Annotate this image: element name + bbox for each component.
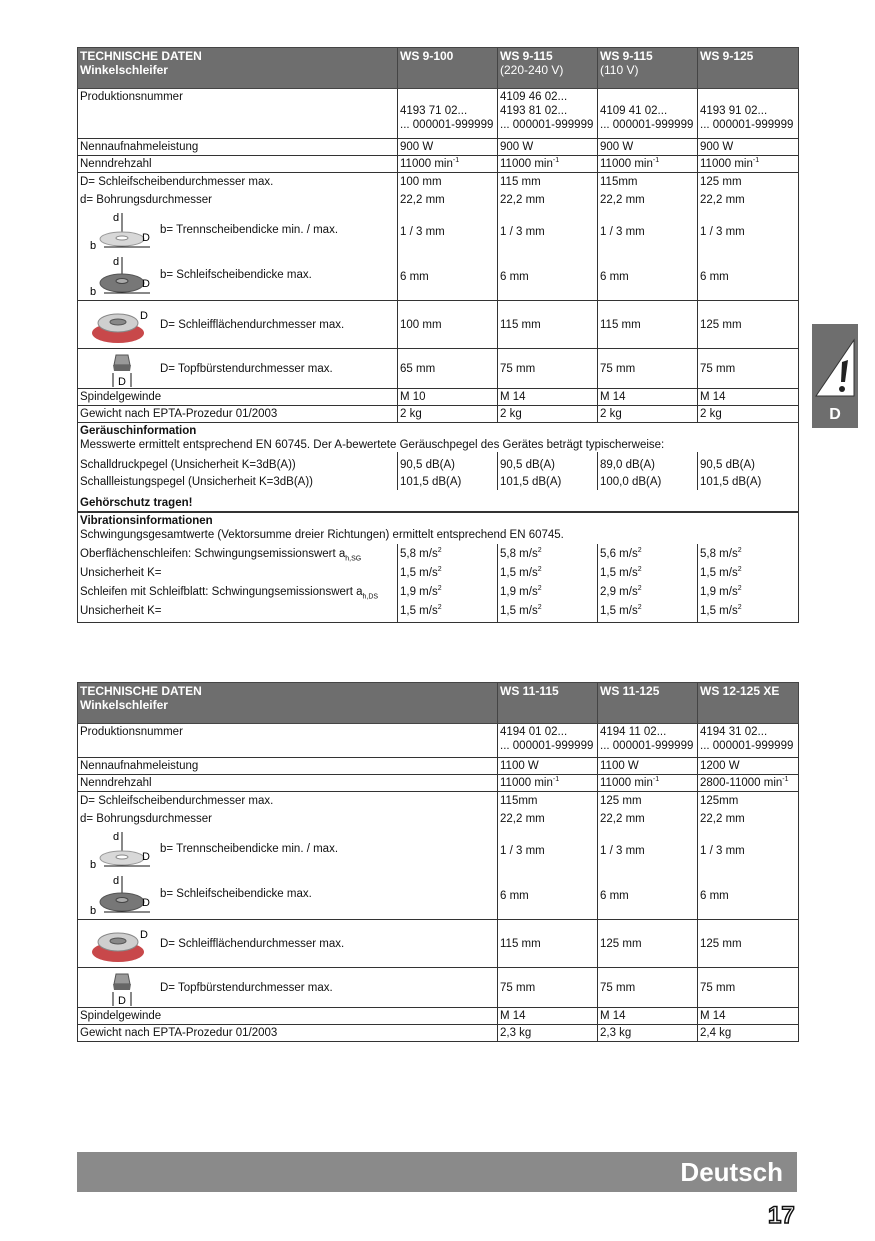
- row-label: Oberflächenschleifen: Schwingungsemissionswert $a_{h,SG}$ Unsicherheit K= Schleifen mit Schleifblatt: Schwingungsemissionswert $a_{h,DS}$ Unsicherheit K=: [78, 544, 398, 623]
- value-cell: 115mm 22,2 mm 1 / 3 mm 6 mm: [498, 792, 598, 920]
- svg-text:D: D: [142, 278, 150, 290]
- value-cell: 75 mm: [598, 349, 698, 389]
- row-label: Nenndrehzahl: [78, 156, 398, 173]
- value-cell: 89,0 dB(A) 100,0 dB(A): [598, 452, 698, 490]
- table-row: [78, 301, 799, 349]
- icon-label-cell: D D= Schleifflächendurchmesser max.: [78, 920, 498, 968]
- value-cell: 5,8 $m/s^2$ 1,5 $m/s^2$ 1,9 $m/s^2$ 1,5 $m/s^2$: [698, 544, 799, 623]
- value-cell: 115 mm: [498, 301, 598, 349]
- value-cell: 75 mm: [598, 968, 698, 1008]
- grinding-disc-icon: [84, 255, 150, 295]
- header-model-2: WS 11-125: [598, 683, 698, 724]
- table-row: [78, 724, 799, 758]
- value-cell: 4194 31 02... ... 000001-999999: [698, 724, 799, 758]
- vibration-title: Vibrationsinformationen: [80, 515, 213, 527]
- value-cell: 125 mm: [698, 920, 799, 968]
- table-row: [78, 406, 799, 423]
- value-cell: 115 mm: [498, 920, 598, 968]
- sanding-disc-icon: [84, 922, 150, 966]
- table-row: [78, 139, 799, 156]
- table-row: [78, 1008, 799, 1025]
- hearing-protection-warning: Gehörschutz tragen!: [80, 497, 193, 509]
- row-label: Nennaufnahmeleistung: [78, 139, 398, 156]
- noise-warning-row: [78, 490, 799, 512]
- value-cell: 4109 46 02... 4193 81 02... ... 000001-999999: [498, 89, 598, 139]
- side-tab-letter: D: [829, 406, 841, 423]
- value-cell: 100 mm 22,2 mm 1 / 3 mm 6 mm: [398, 173, 498, 301]
- header-model-4: WS 9-125: [698, 48, 799, 89]
- value-cell: 115 mm 22,2 mm 1 / 3 mm 6 mm: [498, 173, 598, 301]
- value-cell: 90,5 dB(A) 101,5 dB(A): [398, 452, 498, 490]
- table-header-row: [78, 683, 799, 724]
- svg-text:b: b: [90, 240, 97, 249]
- value-cell: 2,3 kg: [498, 1025, 598, 1042]
- svg-text:D: D: [142, 897, 150, 909]
- grinding-disc-icon: [84, 874, 150, 914]
- svg-text:b: b: [90, 905, 97, 914]
- disc-label-cell: D= Schleifscheibendurchmesser max. d= Bohrungsdurchmesser d b D b= Trennscheibendicke min. / max. d b D b= Schleifscheibendicke max.: [78, 173, 398, 301]
- value-cell: 4193 71 02... ... 000001-999999: [398, 89, 498, 139]
- value-cell: 11000 $\min^{-1}$: [698, 156, 799, 173]
- svg-text:D: D: [142, 851, 150, 863]
- header-model-3: WS 9-115 (110 V): [598, 48, 698, 89]
- svg-text:D: D: [118, 994, 126, 1006]
- header-model-3: WS 12-125 XE: [698, 683, 799, 724]
- icon-label-cell: D D= Topfbürstendurchmesser max.: [78, 349, 398, 389]
- cutting-disc-icon: [84, 830, 150, 868]
- value-cell: 900 W: [398, 139, 498, 156]
- table-row: [78, 89, 799, 139]
- value-cell: 5,8 $m/s^2$ 1,5 $m/s^2$ 1,9 $m/s^2$ 1,5 $m/s^2$: [498, 544, 598, 623]
- svg-text:d: d: [113, 256, 120, 268]
- value-cell: 11000 $\min^{-1}$: [598, 156, 698, 173]
- value-cell: 900 W: [498, 139, 598, 156]
- value-cell: 90,5 dB(A) 101,5 dB(A): [498, 452, 598, 490]
- table-row: [78, 389, 799, 406]
- value-cell: 125mm 22,2 mm 1 / 3 mm 6 mm: [698, 792, 799, 920]
- svg-text:d: d: [113, 212, 120, 224]
- table-row: [78, 775, 799, 792]
- value-cell: 115 mm: [598, 301, 698, 349]
- value-cell: 2 kg: [698, 406, 799, 423]
- value-cell: 900 W: [698, 139, 799, 156]
- value-cell: 2800-11000 $\min^{-1}$: [698, 775, 799, 792]
- svg-text:b: b: [90, 859, 97, 868]
- row-label: Produktionsnummer: [78, 89, 398, 139]
- value-cell: 125 mm 22,2 mm 1 / 3 mm 6 mm: [698, 173, 799, 301]
- value-cell: 125 mm: [598, 920, 698, 968]
- value-cell: 65 mm: [398, 349, 498, 389]
- value-cell: 2 kg: [498, 406, 598, 423]
- cup-brush-icon: [84, 351, 150, 387]
- svg-text:D: D: [142, 232, 150, 244]
- table-row: [78, 758, 799, 775]
- value-cell: 100 mm: [398, 301, 498, 349]
- table-row: [78, 968, 799, 1008]
- svg-text:d: d: [113, 875, 120, 887]
- table-row: [78, 156, 799, 173]
- value-cell: 4193 91 02... ... 000001-999999: [698, 89, 799, 139]
- row-label: Schalldruckpegel (Unsicherheit K=3dB(A)) Schallleistungspegel (Unsicherheit K=3dB(A)): [78, 452, 398, 490]
- value-cell: 90,5 dB(A) 101,5 dB(A): [698, 452, 799, 490]
- noise-values-row: [78, 452, 799, 490]
- svg-text:D: D: [118, 375, 126, 387]
- table-row: [78, 173, 799, 301]
- noise-section: [78, 423, 799, 453]
- value-cell: 75 mm: [698, 968, 799, 1008]
- table-row: [78, 349, 799, 389]
- value-cell: 4194 11 02... ... 000001-999999: [598, 724, 698, 758]
- value-cell: 1200 W: [698, 758, 799, 775]
- value-cell: 11000 $\min^{-1}$: [398, 156, 498, 173]
- value-cell: M 14: [498, 1008, 598, 1025]
- value-cell: 11000 $\min^{-1}$: [498, 775, 598, 792]
- value-cell: 4109 41 02... ... 000001-999999: [598, 89, 698, 139]
- cup-brush-icon: [84, 970, 150, 1006]
- table-header-row: [78, 48, 799, 89]
- disc-label-cell: D= Schleifscheibendurchmesser max. d= Bohrungsdurchmesser d b D b= Trennscheibendicke min. / max. d b D b= Schleifscheibendicke max.: [78, 792, 498, 920]
- vibration-intro: Schwingungsgesamtwerte (Vektorsumme dreier Richtungen) ermittelt entsprechend EN 60745.: [80, 529, 564, 541]
- side-language-tab: [812, 324, 858, 428]
- value-cell: 2 kg: [398, 406, 498, 423]
- header-model-1: WS 11-115: [498, 683, 598, 724]
- svg-text:b: b: [90, 286, 97, 295]
- technical-data-table-1: [77, 47, 799, 623]
- icon-label-cell: D D= Schleifflächendurchmesser max.: [78, 301, 398, 349]
- value-cell: M 14: [498, 389, 598, 406]
- value-cell: 5,6 $m/s^2$ 1,5 $m/s^2$ 2,9 $m/s^2$ 1,5 $m/s^2$: [598, 544, 698, 623]
- warning-icon: [812, 330, 858, 402]
- vibration-values-row: [78, 544, 799, 623]
- value-cell: 125 mm: [698, 301, 799, 349]
- row-label: Produktionsnummer: [78, 724, 498, 758]
- value-cell: 75 mm: [498, 349, 598, 389]
- noise-title: Geräuschinformation: [80, 425, 197, 437]
- value-cell: 11000 $\min^{-1}$: [498, 156, 598, 173]
- value-cell: 2,4 kg: [698, 1025, 799, 1042]
- row-label: Nenndrehzahl: [78, 775, 498, 792]
- icon-label-cell: D D= Topfbürstendurchmesser max.: [78, 968, 498, 1008]
- page-number: 17: [768, 1202, 795, 1229]
- value-cell: M 14: [598, 1008, 698, 1025]
- sanding-disc-icon: [84, 303, 150, 347]
- value-cell: 115mm 22,2 mm 1 / 3 mm 6 mm: [598, 173, 698, 301]
- row-label: Spindelgewinde: [78, 389, 398, 406]
- vibration-section: [78, 512, 799, 544]
- value-cell: 2 kg: [598, 406, 698, 423]
- row-label: Nennaufnahmeleistung: [78, 758, 498, 775]
- svg-text:D: D: [140, 928, 148, 941]
- svg-text:D: D: [140, 309, 148, 322]
- value-cell: 4194 01 02... ... 000001-999999: [498, 724, 598, 758]
- value-cell: M 14: [698, 1008, 799, 1025]
- row-label: Gewicht nach EPTA-Prozedur 01/2003: [78, 1025, 498, 1042]
- header-model-1: WS 9-100: [398, 48, 498, 89]
- value-cell: M 14: [698, 389, 799, 406]
- value-cell: M 10: [398, 389, 498, 406]
- row-label: Gewicht nach EPTA-Prozedur 01/2003: [78, 406, 398, 423]
- table-row: [78, 792, 799, 920]
- svg-text:d: d: [113, 831, 120, 843]
- language-label: Deutsch: [680, 1157, 783, 1187]
- header-title: TECHNISCHE DATEN Winkelschleifer: [78, 48, 398, 89]
- table-row: [78, 1025, 799, 1042]
- technical-data-table-2: [77, 682, 799, 1042]
- value-cell: M 14: [598, 389, 698, 406]
- header-model-2: WS 9-115 (220-240 V): [498, 48, 598, 89]
- header-title: TECHNISCHE DATEN Winkelschleifer: [78, 683, 498, 724]
- value-cell: 1100 W: [598, 758, 698, 775]
- footer-language-bar: [77, 1152, 797, 1192]
- row-label: Spindelgewinde: [78, 1008, 498, 1025]
- cutting-disc-icon: [84, 211, 150, 249]
- value-cell: 11000 $\min^{-1}$: [598, 775, 698, 792]
- value-cell: 125 mm 22,2 mm 1 / 3 mm 6 mm: [598, 792, 698, 920]
- table-row: [78, 920, 799, 968]
- value-cell: 2,3 kg: [598, 1025, 698, 1042]
- value-cell: 5,8 $m/s^2$ 1,5 $m/s^2$ 1,9 $m/s^2$ 1,5 $m/s^2$: [398, 544, 498, 623]
- value-cell: 75 mm: [698, 349, 799, 389]
- noise-intro: Messwerte ermittelt entsprechend EN 60745. Der A-bewertete Geräuschpegel des Gerätes beträgt typischerweise:: [80, 439, 665, 451]
- value-cell: 900 W: [598, 139, 698, 156]
- value-cell: 75 mm: [498, 968, 598, 1008]
- value-cell: 1100 W: [498, 758, 598, 775]
